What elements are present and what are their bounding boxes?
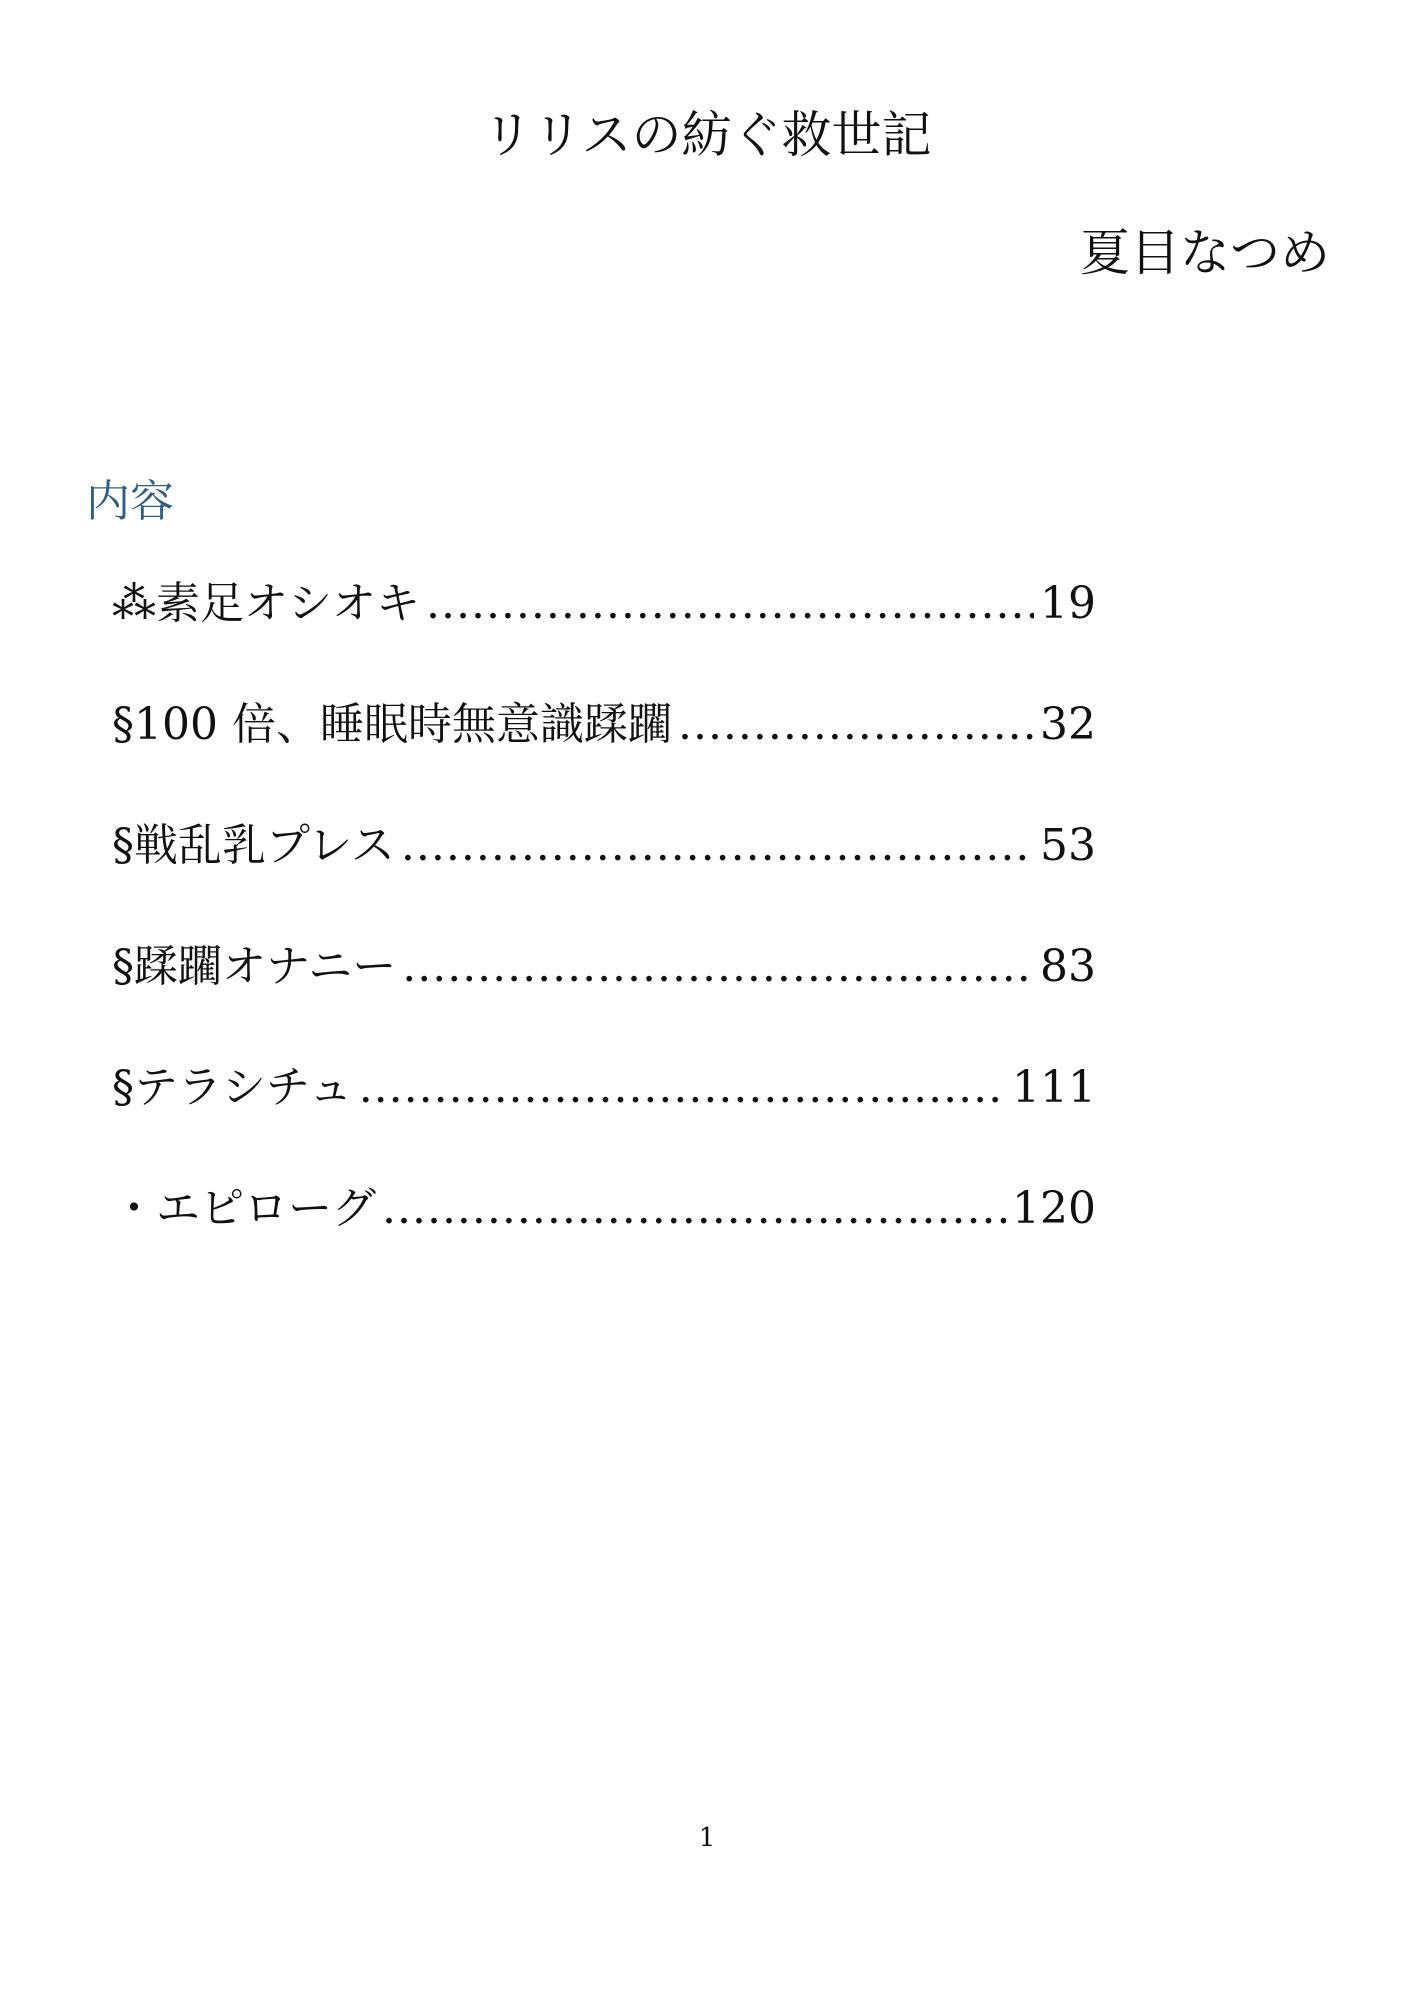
toc-heading: 内容 bbox=[86, 476, 174, 527]
toc-dot-leader bbox=[401, 814, 1034, 878]
toc-entry-title: §100 倍、睡眠時無意識蹂躙 bbox=[112, 699, 672, 750]
page-number: 1 bbox=[698, 1823, 716, 1853]
toc-dot-leader bbox=[426, 572, 1034, 636]
toc-entry[interactable] bbox=[112, 572, 1096, 693]
toc-entry-page: 19 bbox=[1040, 578, 1096, 629]
toc-entry-page: 32 bbox=[1040, 699, 1096, 750]
toc-dot-leader bbox=[382, 1177, 1006, 1241]
toc-entry[interactable] bbox=[112, 935, 1096, 1056]
toc-entry[interactable] bbox=[112, 1056, 1096, 1177]
toc-entry-title: §テラシチュ bbox=[112, 1062, 353, 1113]
toc-entry[interactable] bbox=[112, 814, 1096, 935]
toc-entry-page: 83 bbox=[1040, 941, 1096, 992]
toc-dot-leader bbox=[359, 1056, 1006, 1120]
toc-entry[interactable] bbox=[112, 1177, 1096, 1298]
toc-dot-leader bbox=[402, 935, 1034, 999]
toc-entry-title: ・エピローグ bbox=[112, 1183, 376, 1234]
toc-entry-title: §蹂躙オナニー bbox=[112, 941, 397, 992]
table-of-contents bbox=[112, 572, 1096, 1298]
toc-entry-page: 53 bbox=[1040, 820, 1096, 871]
document-title: リリスの紡ぐ救世記 bbox=[482, 106, 932, 164]
toc-entry-title: ⁂素足オシオキ bbox=[112, 578, 420, 629]
author-name: 夏目なつめ bbox=[1080, 224, 1330, 282]
toc-entry-page: 120 bbox=[1012, 1183, 1096, 1234]
toc-entry-title: §戦乱乳プレス bbox=[112, 820, 395, 871]
toc-dot-leader bbox=[678, 693, 1034, 757]
toc-entry[interactable] bbox=[112, 693, 1096, 814]
toc-entry-page: 111 bbox=[1012, 1062, 1096, 1113]
